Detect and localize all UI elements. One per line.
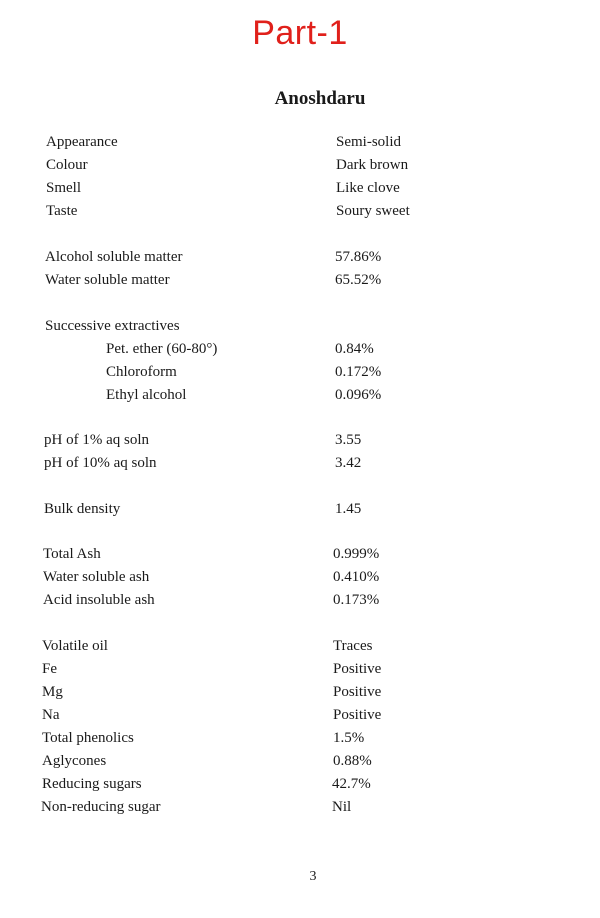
row-bulk-density bbox=[44, 498, 464, 520]
row-colour bbox=[46, 154, 466, 176]
row-label: Bulk density bbox=[44, 501, 121, 517]
row-successive-extractives bbox=[45, 315, 465, 337]
row-value: Positive bbox=[333, 707, 382, 723]
row-label: Non-reducing sugar bbox=[41, 799, 161, 815]
row-value: Soury sweet bbox=[336, 203, 410, 219]
row-taste bbox=[46, 200, 466, 222]
row-value: 0.88% bbox=[333, 753, 372, 769]
row-label: Water soluble ash bbox=[43, 569, 150, 585]
row-value: 57.86% bbox=[335, 249, 382, 265]
row-label: Taste bbox=[46, 203, 78, 219]
row-total-ash bbox=[43, 543, 463, 565]
row-label: Reducing sugars bbox=[42, 776, 142, 792]
row-label: Total Ash bbox=[43, 546, 101, 562]
row-non-reducing-sugar bbox=[41, 796, 461, 818]
row-value: 1.45 bbox=[335, 501, 362, 517]
row-value: Like clove bbox=[336, 180, 400, 196]
row-value: 0.173% bbox=[333, 592, 380, 608]
row-label: Alcohol soluble matter bbox=[45, 249, 183, 265]
row-value: Nil bbox=[332, 799, 352, 815]
row-value: 42.7% bbox=[332, 776, 371, 792]
document-title: Anoshdaru bbox=[274, 88, 366, 109]
row-value: 0.999% bbox=[333, 546, 380, 562]
row-label: Acid insoluble ash bbox=[43, 592, 155, 608]
row-label: Colour bbox=[46, 157, 88, 173]
row-pet-ether bbox=[106, 338, 466, 360]
row-label: Mg bbox=[42, 684, 63, 700]
row-ph-1-percent bbox=[44, 429, 464, 451]
row-volatile-oil bbox=[42, 635, 462, 657]
row-value: Positive bbox=[333, 661, 382, 677]
row-label: Pet. ether (60-80°) bbox=[106, 341, 218, 357]
row-label: Na bbox=[42, 707, 60, 723]
row-water-soluble-matter bbox=[45, 269, 465, 291]
row-label: Appearance bbox=[46, 134, 118, 150]
row-na bbox=[42, 704, 462, 726]
part-heading: Part-1 bbox=[252, 14, 348, 52]
row-appearance bbox=[46, 131, 466, 153]
row-acid-insoluble-ash bbox=[43, 589, 463, 611]
row-chloroform bbox=[106, 361, 466, 383]
row-label: Smell bbox=[46, 180, 82, 196]
row-alcohol-soluble-matter bbox=[45, 246, 465, 268]
row-value: 3.42 bbox=[335, 455, 362, 471]
row-label: Volatile oil bbox=[42, 638, 108, 654]
row-label: pH of 1% aq soln bbox=[44, 432, 149, 448]
row-value: Positive bbox=[333, 684, 382, 700]
row-value: 0.410% bbox=[333, 569, 380, 585]
row-label: Chloroform bbox=[106, 364, 177, 380]
row-water-soluble-ash bbox=[43, 566, 463, 588]
row-reducing-sugars bbox=[42, 773, 462, 795]
row-mg bbox=[42, 681, 462, 703]
row-label: Total phenolics bbox=[42, 730, 134, 746]
row-label: Successive extractives bbox=[45, 318, 180, 334]
row-value: Semi-solid bbox=[336, 134, 402, 150]
row-aglycones bbox=[42, 750, 462, 772]
row-total-phenolics bbox=[42, 727, 462, 749]
row-fe bbox=[42, 658, 462, 680]
row-ethyl-alcohol bbox=[106, 384, 466, 406]
row-value: 0.096% bbox=[335, 387, 382, 403]
row-label: Aglycones bbox=[42, 753, 107, 769]
page-number: 3 bbox=[309, 869, 317, 884]
row-value: Dark brown bbox=[336, 157, 409, 173]
row-value: 3.55 bbox=[335, 432, 362, 448]
row-label: Ethyl alcohol bbox=[106, 387, 187, 403]
row-value: 0.84% bbox=[335, 341, 374, 357]
row-label: Fe bbox=[42, 661, 57, 677]
row-value: 1.5% bbox=[333, 730, 365, 746]
row-label: pH of 10% aq soln bbox=[44, 455, 157, 471]
row-ph-10-percent bbox=[44, 452, 464, 474]
row-smell bbox=[46, 177, 466, 199]
row-value: 0.172% bbox=[335, 364, 382, 380]
row-value: Traces bbox=[333, 638, 373, 654]
row-label: Water soluble matter bbox=[45, 272, 170, 288]
row-value: 65.52% bbox=[335, 272, 382, 288]
